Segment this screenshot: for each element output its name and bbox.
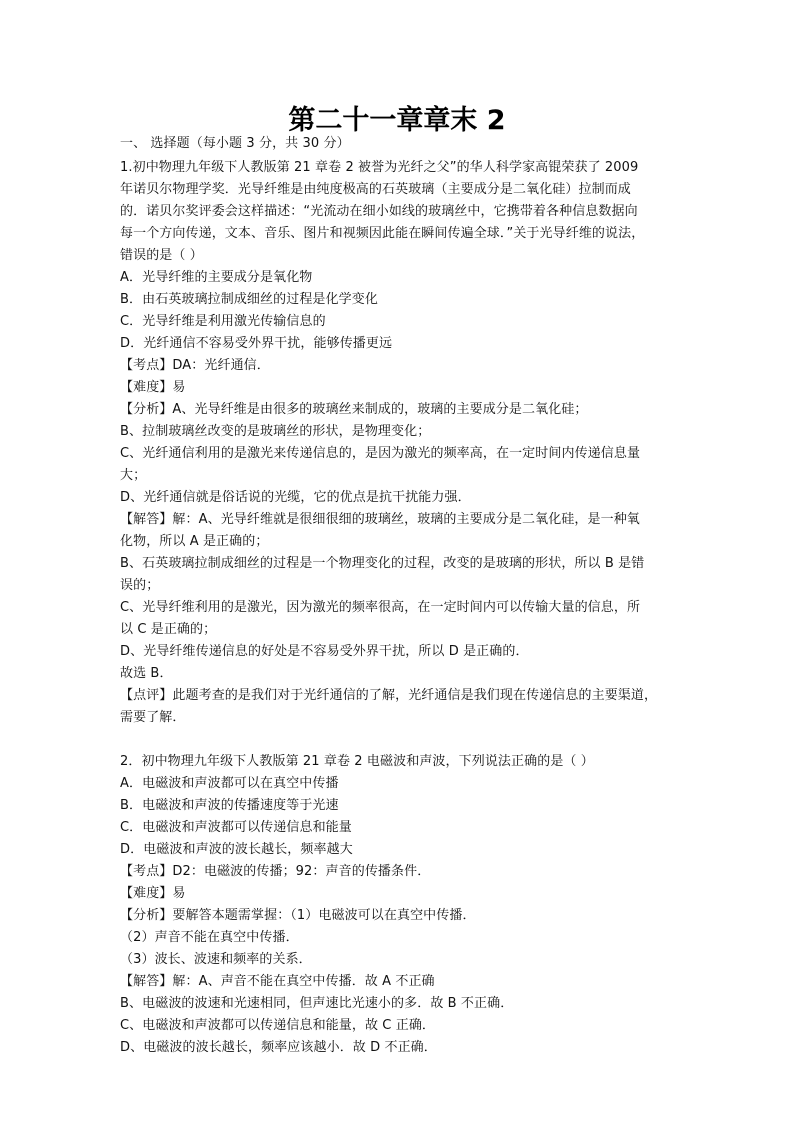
q1-option-d: D．光纤通信不容易受外界干扰，能够传播更远: [120, 336, 393, 351]
q1-stem-line: 年诺贝尔物理学奖．光导纤维是由纯度极高的石英玻璃（主要成分是二氧化硅）拉制而成: [120, 182, 631, 197]
q2-answer-line: 【解答】解：A、声音不能在真空中传播．故 A 不正确: [120, 974, 435, 989]
q1-stem-line: 1.初中物理九年级下人教版第 21 章卷 2 被誉为光纤之父”的华人科学家高锟荣获了 2009: [120, 160, 639, 175]
q1-option-c: C．光导纤维是利用激光传输信息的: [120, 314, 326, 329]
q1-stem-line: 错误的是（ ）: [120, 248, 203, 263]
q2-analysis-line: （3）波长、波速和频率的关系．: [120, 952, 312, 967]
q2-nandu: 【难度】易: [120, 886, 186, 901]
q1-answer-line: 【解答】解：A、光导纤维就是很细很细的玻璃丝，玻璃的主要成分是二氧化硅，是一种氧: [120, 512, 640, 527]
q1-option-a: A．光导纤维的主要成分是氧化物: [120, 270, 313, 285]
q1-analysis-line: 【分析】A、光导纤维是由很多的玻璃丝来制成的，玻璃的主要成分是二氧化硅；: [120, 402, 588, 417]
q1-analysis-line: 大；: [120, 468, 147, 483]
q1-kaodian: 【考点】DA：光纤通信．: [120, 358, 270, 373]
q2-answer-line: D、电磁波的波长越长，频率应该越小．故 D 不正确．: [120, 1040, 437, 1055]
q1-analysis-line: D、光纤通信就是俗话说的光缆，它的优点是抗干扰能力强．: [120, 490, 471, 505]
q2-option-d: D．电磁波和声波的波长越长，频率越大: [120, 842, 353, 857]
q2-kaodian: 【考点】D2：电磁波的传播；92：声音的传播条件．: [120, 864, 431, 879]
q2-analysis-line: 【分析】要解答本题需掌握：（1）电磁波可以在真空中传播．: [120, 908, 476, 923]
q1-answer-line: 故选 B．: [120, 666, 173, 681]
q1-answer-line: C、光导纤维利用的是激光，因为激光的频率很高，在一定时间内可以传输大量的信息，所: [120, 600, 641, 615]
q1-answer-line: 误的；: [120, 578, 160, 593]
q2-answer-line: B、电磁波的波速和光速相同，但声速比光速小的多．故 B 不正确．: [120, 996, 514, 1011]
q1-comment-line: 需要了解．: [120, 710, 186, 725]
q2-option-b: B．电磁波和声波的传播速度等于光速: [120, 798, 339, 813]
section-heading: 一、 选择题（每小题 3 分，共 30 分）: [120, 136, 350, 151]
q1-analysis-line: B、拉制玻璃丝改变的是玻璃丝的形状，是物理变化；: [120, 424, 431, 439]
q1-option-b: B．由石英玻璃拉制成细丝的过程是化学变化: [120, 292, 378, 307]
q1-answer-line: 以 C 是正确的；: [120, 622, 217, 637]
q1-answer-line: 化物，所以 A 是正确的；: [120, 534, 269, 549]
q2-analysis-line: （2）声音不能在真空中传播．: [120, 930, 299, 945]
q2-stem: 2．初中物理九年级下人教版第 21 章卷 2 电磁波和声波，下列说法正确的是（ ）: [120, 754, 594, 769]
q1-answer-line: B、石英玻璃拉制成细丝的过程是一个物理变化的过程，改变的是玻璃的形状，所以 B 是错: [120, 556, 645, 571]
page-title: 第二十一章章末 2: [288, 105, 506, 136]
q1-nandu: 【难度】易: [120, 380, 186, 395]
q1-stem-line: 每一个方向传递，文本、音乐、图片和视频因此能在瞬间传遍全球．”关于光导纤维的说法，: [120, 226, 645, 241]
q1-stem-line: 的．诺贝尔奖评委会这样描述：“光流动在细小如线的玻璃丝中，它携带着各种信息数据向: [120, 204, 638, 219]
q2-option-a: A．电磁波和声波都可以在真空中传播: [120, 776, 339, 791]
q1-analysis-line: C、光纤通信利用的是激光来传递信息的，是因为激光的频率高，在一定时间内传递信息量: [120, 446, 641, 461]
q2-option-c: C．电磁波和声波都可以传递信息和能量: [120, 820, 352, 835]
q1-answer-line: D、光导纤维传递信息的好处是不容易受外界干扰，所以 D 是正确的．: [120, 644, 529, 659]
q1-comment-line: 【点评】此题考查的是我们对于光纤通信的了解，光纤通信是我们现在传递信息的主要渠道，: [120, 688, 658, 703]
q2-answer-line: C、电磁波和声波都可以传递信息和能量，故 C 正确．: [120, 1018, 436, 1033]
